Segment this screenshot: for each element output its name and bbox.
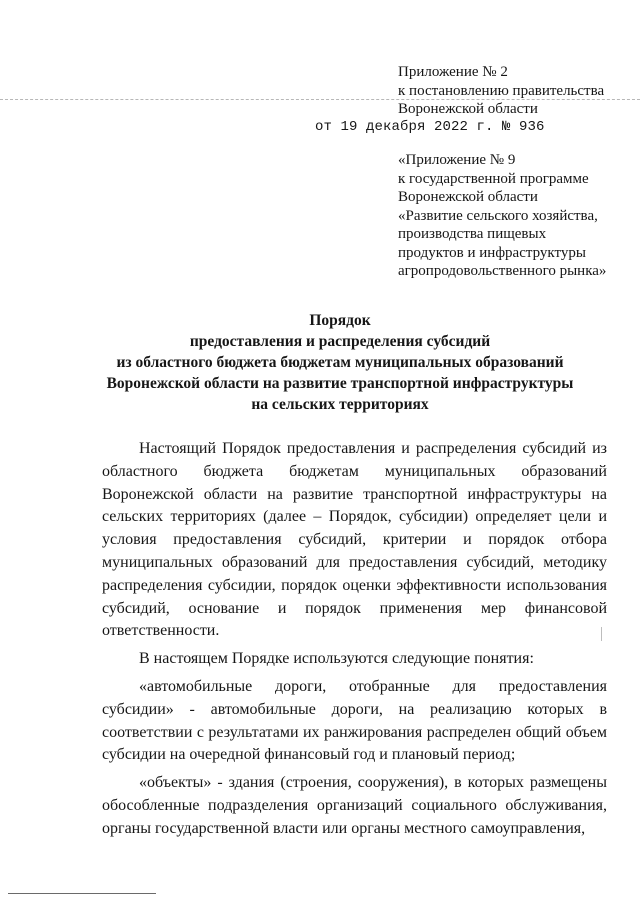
appendix-2-line: к постановлению правительства	[398, 82, 605, 99]
scan-mark	[601, 627, 602, 641]
document-body	[102, 438, 607, 841]
appendix-9-line: продуктов и инфраструктуры	[398, 244, 586, 261]
title-line: Воронежской области на развитие транспортной инфраструктуры	[106, 375, 574, 392]
appendix-2-header	[398, 63, 634, 119]
body-paragraph: «объекты» - здания (строения, сооружения), в которых размещены обособленные подразделения организаций социального обслуживания, органы государственной власти или органы местного самоуправления,	[102, 774, 607, 837]
appendix-9-line: Воронежской области	[398, 189, 538, 205]
appendix-9-line: к государственной программе	[398, 170, 589, 187]
body-paragraph: В настоящем Порядке используются следующие понятия:	[139, 650, 534, 668]
appendix-9-line: «Развитие сельского хозяйства,	[398, 207, 598, 224]
appendix-9-header	[398, 151, 634, 281]
body-paragraph: «автомобильные дороги, отобранные для предоставления субсидии» - автомобильные дороги, на реализацию которых в соответствии с результатами их ранжирования распределен общий объем субсидии на очередной финансовый год и плановый период;	[102, 677, 607, 764]
footnote-separator	[8, 893, 156, 894]
appendix-9-line: агропродовольственного рынка»	[398, 263, 607, 279]
title-line: на сельских территориях	[251, 396, 429, 413]
appendix-9-line: «Приложение № 9	[398, 152, 516, 168]
appendix-2-line: Приложение № 2	[398, 64, 508, 80]
document-title	[60, 310, 620, 415]
decree-date-number: от 19 декабря 2022 г. № 936	[315, 119, 545, 135]
appendix-9-line: производства пищевых	[398, 226, 547, 242]
title-line: Порядок	[309, 312, 371, 329]
body-paragraph: Настоящий Порядок предоставления и распределения субсидий из областного бюджета бюджетам муниципальных образований Воронежской области на развитие транспортной инфраструктуры на сельских территориях (далее – Порядок, субсидии) определяет цели и условия предоставления субсидий, критерии и порядок отбора муниципальных образований для предоставления субсидий, методику распределения субсидии, порядок оценки эффективности использования субсидий, основание и порядок применения мер финансовой ответственности.	[102, 440, 607, 640]
appendix-2-line: Воронежской области	[398, 101, 538, 117]
title-line: из областного бюджета бюджетам муниципальных образований	[116, 354, 564, 371]
title-line: предоставления и распределения субсидий	[189, 333, 491, 350]
